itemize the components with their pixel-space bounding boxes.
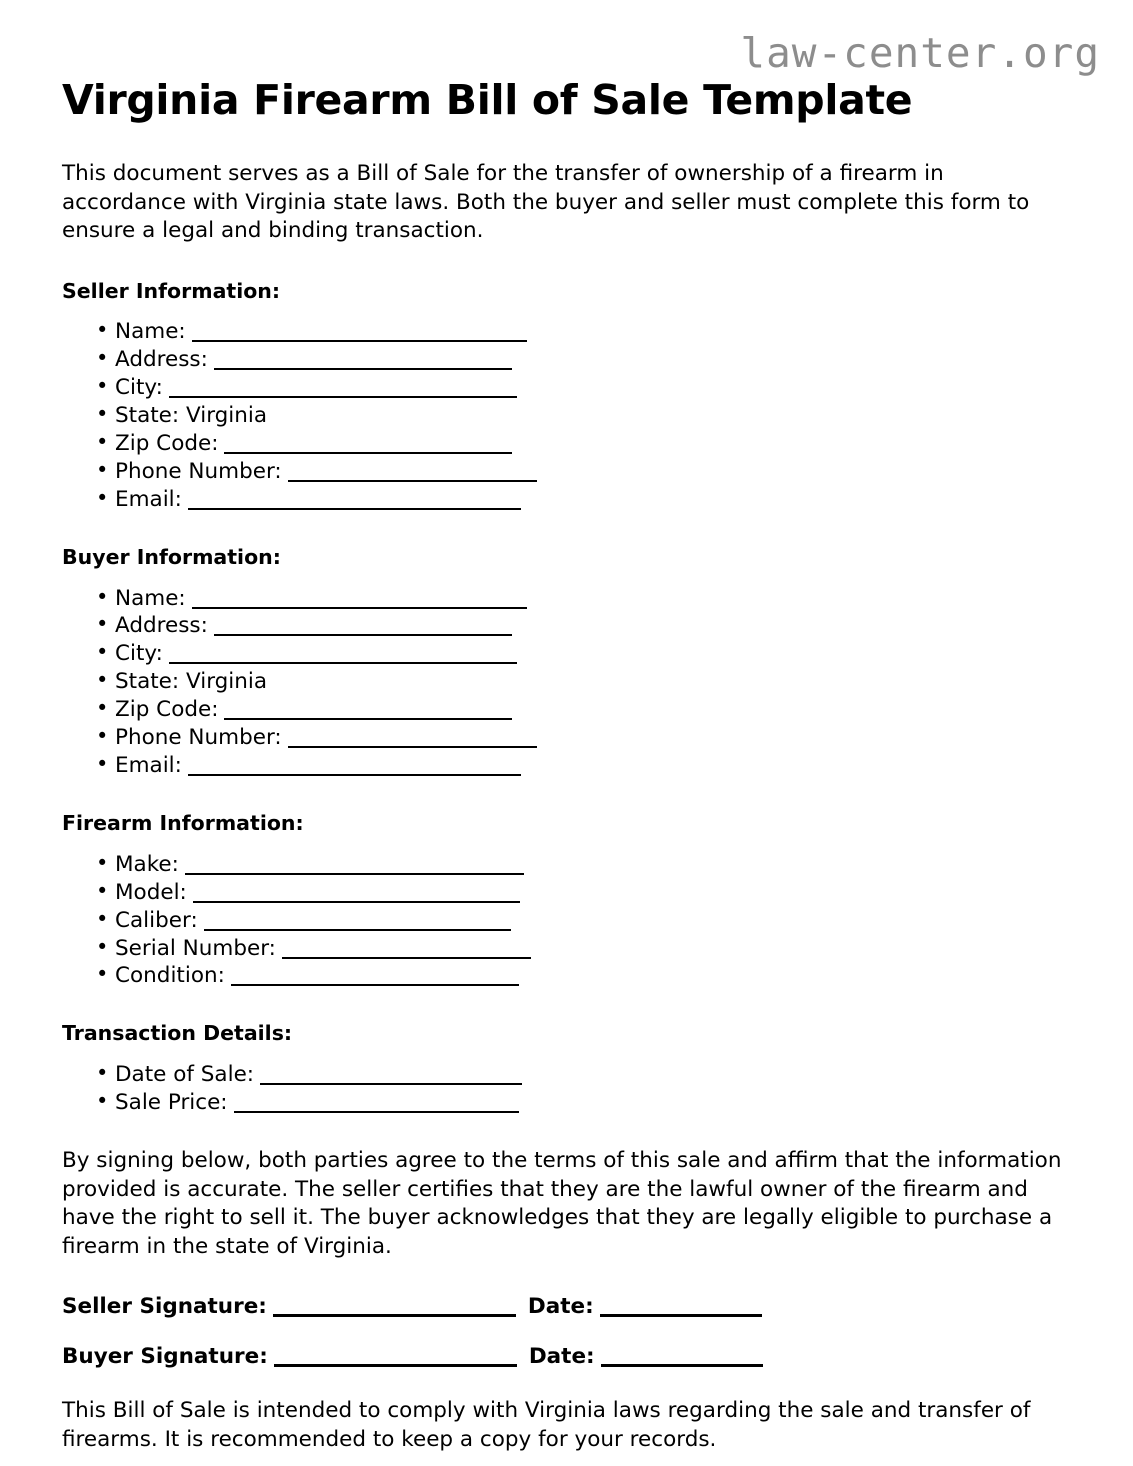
site-watermark: law-center.org [740, 29, 1100, 77]
list-item [62, 752, 1067, 780]
buyer-field-list [62, 585, 1067, 781]
field-label: Date of Sale: [115, 1062, 255, 1088]
list-item [62, 612, 1067, 640]
signature-blank-line[interactable] [274, 1364, 517, 1367]
transaction-section-heading: Transaction Details: [62, 1021, 293, 1046]
field-blank-line[interactable] [192, 340, 527, 342]
field-label: State: [115, 669, 180, 695]
field-label: State: [115, 403, 180, 429]
field-label: Phone Number: [115, 459, 282, 485]
field-blank-line[interactable] [169, 396, 517, 398]
field-blank-line[interactable] [288, 480, 537, 482]
field-blank-line[interactable] [231, 984, 519, 986]
list-item [62, 935, 1067, 963]
agreement-paragraph: By signing below, both parties agree to the terms of this sale and affirm that the information provided is accurate. The seller certifies that they are the lawful owner of the firearm and have the right to sell it. The buyer acknowledges that they are legally eligible to purchase a firearm in the state of Virginia. [62, 1147, 1062, 1259]
list-item [62, 374, 1067, 402]
list-item [62, 1061, 1067, 1089]
field-blank-line[interactable] [282, 957, 531, 959]
list-item [62, 402, 1067, 430]
intro-paragraph: This document serves as a Bill of Sale for the transfer of ownership of a firearm in accordance with Virginia state laws. Both the buyer and seller must complete this form to ensure a legal and binding transaction. [62, 160, 1030, 244]
field-label: Zip Code: [115, 431, 219, 457]
field-blank-line[interactable] [260, 1083, 522, 1085]
transaction-field-list [62, 1061, 1067, 1117]
field-value: Virginia [179, 403, 268, 429]
field-label: Email: [115, 753, 182, 779]
list-item [62, 962, 1067, 990]
field-blank-line[interactable] [193, 901, 520, 903]
list-item [62, 696, 1067, 724]
field-blank-line[interactable] [188, 774, 521, 776]
field-label: Phone Number: [115, 725, 282, 751]
date-blank-line[interactable] [600, 1314, 762, 1317]
field-label: City: [115, 375, 163, 401]
list-item [62, 668, 1067, 696]
field-label: Sale Price: [115, 1090, 228, 1115]
field-label: Model: [115, 879, 187, 905]
field-blank-line[interactable] [204, 929, 511, 931]
field-label: Condition: [115, 963, 225, 989]
field-label: Name: [115, 319, 186, 345]
field-blank-line[interactable] [192, 607, 527, 609]
field-label: Serial Number: [115, 935, 276, 961]
field-label: Address: [115, 613, 208, 639]
list-item [62, 724, 1067, 752]
field-label: Email: [115, 486, 182, 512]
list-item [62, 879, 1067, 907]
list-item [62, 907, 1067, 935]
seller-section-heading: Seller Information: [62, 278, 281, 303]
list-item [62, 1089, 1067, 1117]
field-blank-line[interactable] [169, 662, 517, 664]
signature-label: Seller Signature: [62, 1294, 267, 1320]
field-blank-line[interactable] [224, 718, 512, 720]
signature-row [62, 1343, 1067, 1371]
signature-label: Buyer Signature: [62, 1344, 268, 1370]
firearm-field-list [62, 851, 1067, 991]
list-item [62, 585, 1067, 613]
field-blank-line[interactable] [234, 1111, 519, 1113]
signature-row [62, 1293, 1067, 1321]
field-label: Caliber: [115, 907, 198, 933]
document-content [62, 78, 1067, 1466]
list-item [62, 851, 1067, 879]
list-item [62, 318, 1067, 346]
buyer-section-heading: Buyer Information: [62, 544, 281, 569]
list-item [62, 346, 1067, 374]
field-label: Make: [115, 851, 179, 877]
list-item [62, 430, 1067, 458]
field-blank-line[interactable] [288, 746, 537, 748]
date-label: Date: [528, 1344, 595, 1370]
signature-block [62, 1293, 1067, 1371]
field-blank-line[interactable] [214, 634, 512, 636]
field-label: Zip Code: [115, 697, 219, 723]
firearm-section-heading: Firearm Information: [62, 811, 304, 836]
page-title: Virginia Firearm Bill of Sale Template [62, 76, 913, 124]
field-label: City: [115, 641, 163, 667]
field-blank-line[interactable] [214, 368, 512, 370]
list-item [62, 640, 1067, 668]
field-blank-line[interactable] [188, 508, 521, 510]
date-label: Date: [527, 1294, 594, 1320]
signature-blank-line[interactable] [273, 1314, 516, 1317]
field-value: Virginia [179, 669, 268, 695]
field-blank-line[interactable] [185, 873, 524, 875]
field-blank-line[interactable] [224, 452, 512, 454]
closing-paragraph: This Bill of Sale is intended to comply with Virginia laws regarding the sale and transfer of firearms. It is recommended to keep a copy for your records. [62, 1398, 1031, 1452]
list-item [62, 458, 1067, 486]
date-blank-line[interactable] [601, 1364, 763, 1367]
seller-field-list [62, 318, 1067, 514]
field-label: Name: [115, 585, 186, 611]
field-label: Address: [115, 347, 208, 373]
list-item [62, 486, 1067, 514]
